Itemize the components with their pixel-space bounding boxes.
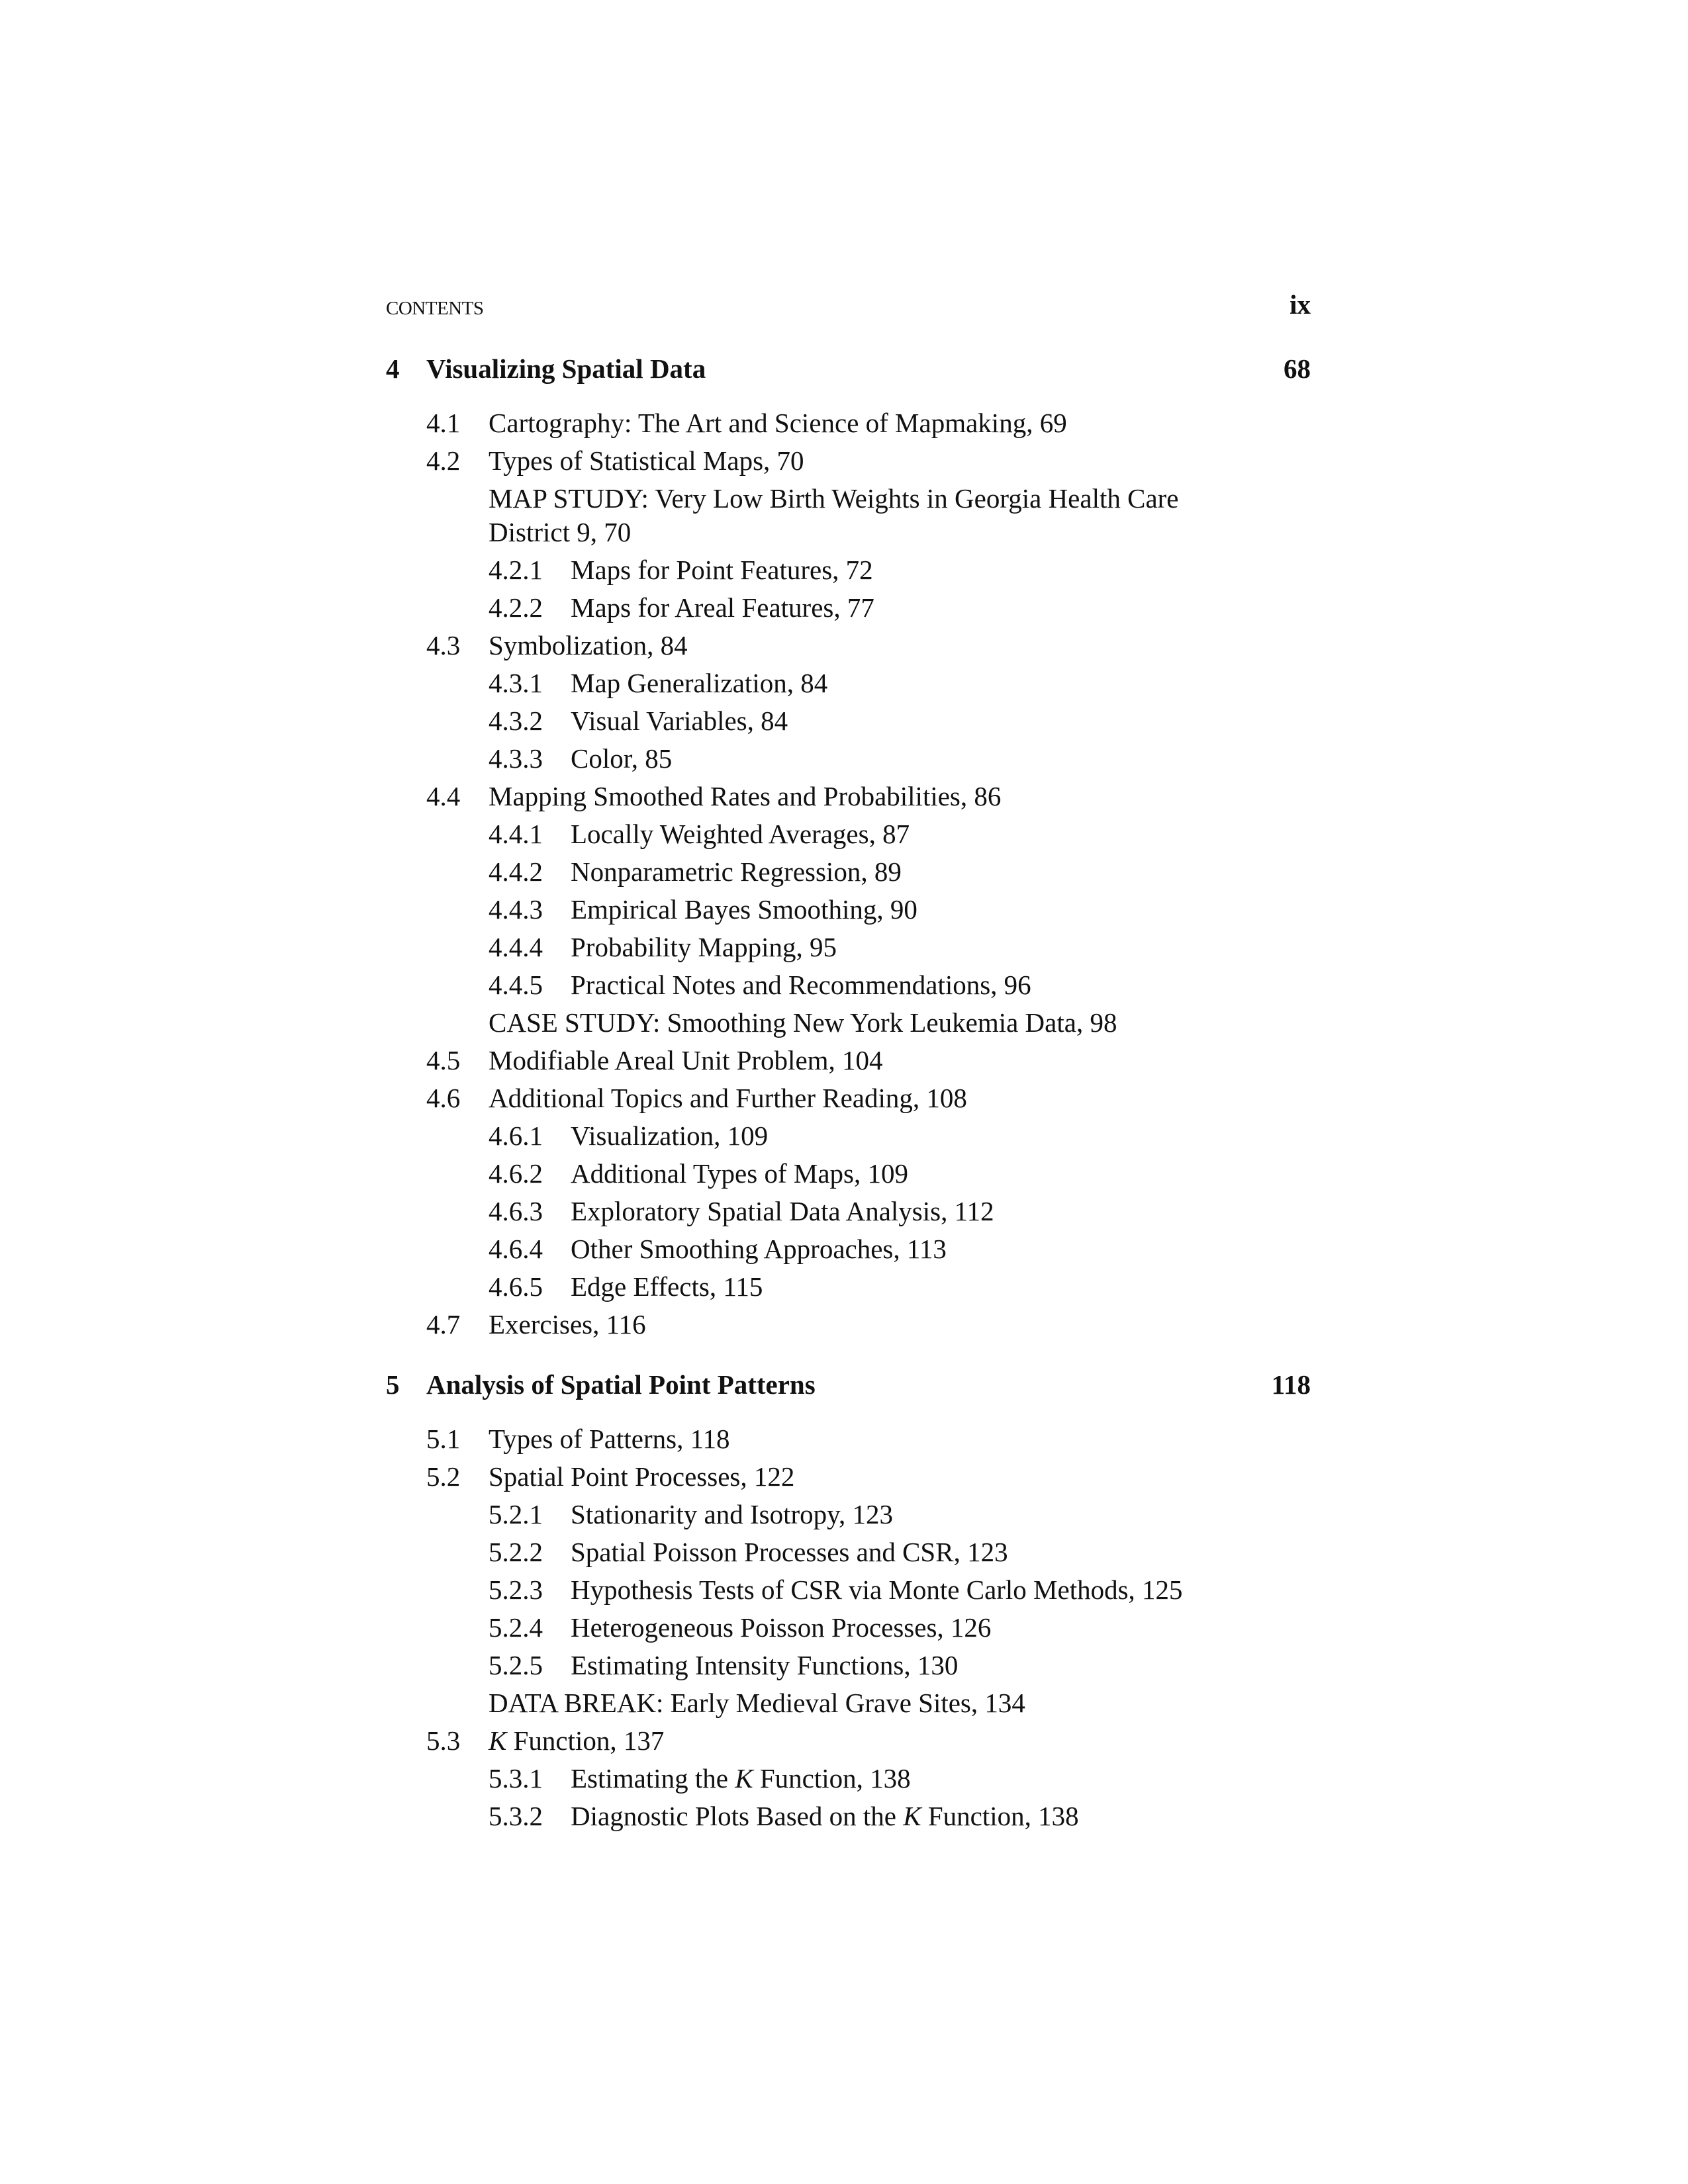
entry-number: 4.4.2: [489, 856, 543, 887]
running-head: CONTENTS: [386, 298, 484, 319]
entry-title-start: Estimating the: [571, 1763, 735, 1794]
entry-title: Visual Variables, 84: [571, 705, 788, 736]
entry-number: 5.2.2: [489, 1537, 543, 1567]
entry-title: Exploratory Spatial Data Analysis, 112: [571, 1196, 994, 1226]
entry-title: Additional Topics and Further Reading, 108: [489, 1083, 967, 1113]
entry-title: Stationarity and Isotropy, 123: [571, 1499, 893, 1529]
chapter-heading: [386, 353, 1311, 392]
chapter-page: 68: [1284, 353, 1311, 384]
entry-title: Probability Mapping, 95: [571, 932, 837, 962]
entry-title: Estimating Intensity Functions, 130: [571, 1650, 959, 1680]
entry-number: 4.7: [426, 1309, 461, 1340]
entry-number: 4.6: [426, 1083, 461, 1113]
entry-number: 5.3.1: [489, 1763, 543, 1794]
entry-number: 4.6.1: [489, 1120, 543, 1151]
entry-number: 5.3: [426, 1725, 461, 1756]
entry-number: 4.4.1: [489, 819, 543, 849]
entry-title: [571, 1797, 1079, 1835]
entry-number: 5.3.2: [489, 1801, 543, 1831]
entry-number: 4.6.4: [489, 1234, 543, 1264]
entry-title: Locally Weighted Averages, 87: [571, 819, 910, 849]
entry-title: Nonparametric Regression, 89: [571, 856, 902, 887]
entry-title: Color, 85: [571, 743, 673, 774]
entry-number: 4.2: [426, 445, 461, 476]
entry-number: 4.4.5: [489, 970, 543, 1000]
entry-title: Modifiable Areal Unit Problem, 104: [489, 1045, 883, 1075]
entry-title: Spatial Point Processes, 122: [489, 1461, 795, 1492]
entry-number: 5.2.3: [489, 1574, 543, 1605]
entry-title: [571, 1760, 911, 1797]
page-header: [386, 289, 1311, 328]
entry-number: 4.3: [426, 630, 461, 660]
k-symbol: K: [735, 1763, 753, 1794]
entry-title-rest: Function, 138: [753, 1763, 911, 1794]
entry-number: 5.2.5: [489, 1650, 543, 1680]
page-number: ix: [1289, 289, 1311, 320]
entry-title: District 9, 70: [489, 517, 632, 547]
entry-number: 4.1: [426, 408, 461, 438]
entry-title: Cartography: The Art and Science of Mapmaking, 69: [489, 408, 1067, 438]
entry-title: Heterogeneous Poisson Processes, 126: [571, 1612, 992, 1643]
entry-title: Maps for Point Features, 72: [571, 555, 873, 585]
chapter-page: 118: [1271, 1369, 1311, 1400]
chapter-title: Analysis of Spatial Point Patterns: [426, 1369, 816, 1400]
entry-title: Hypothesis Tests of CSR via Monte Carlo Methods, 125: [571, 1574, 1183, 1605]
k-symbol: K: [489, 1725, 507, 1756]
entry-number: 4.5: [426, 1045, 461, 1075]
entry-title: Exercises, 116: [489, 1309, 646, 1340]
entry-title-start: Diagnostic Plots Based on the: [571, 1801, 904, 1831]
entry-number: 4.3.1: [489, 668, 543, 698]
entry-title: Spatial Poisson Processes and CSR, 123: [571, 1537, 1008, 1567]
entry-title: CASE STUDY: Smoothing New York Leukemia Data, 98: [489, 1007, 1117, 1038]
chapter-number: 5: [386, 1369, 400, 1400]
entry-number: 4.2.1: [489, 555, 543, 585]
entry-title: Other Smoothing Approaches, 113: [571, 1234, 947, 1264]
entry-title: Map Generalization, 84: [571, 668, 828, 698]
entry-number: 4.4.3: [489, 894, 543, 925]
entry-title-rest: Function, 137: [506, 1725, 665, 1756]
entry-number: 4.6.3: [489, 1196, 543, 1226]
entry-title: [489, 1722, 664, 1759]
entry-title: Symbolization, 84: [489, 630, 688, 660]
entry-number: 5.1: [426, 1424, 461, 1454]
entry-title: Edge Effects, 115: [571, 1271, 763, 1302]
entry-title: Visualization, 109: [571, 1120, 769, 1151]
entry-number: 5.2.1: [489, 1499, 543, 1529]
chapter-heading: [386, 1369, 1311, 1408]
entry-title: Types of Statistical Maps, 70: [489, 445, 804, 476]
entry-title: Practical Notes and Recommendations, 96: [571, 970, 1031, 1000]
entry-number: 4.4.4: [489, 932, 543, 962]
entry-title: Additional Types of Maps, 109: [571, 1158, 908, 1189]
entry-title: Maps for Areal Features, 77: [571, 592, 874, 623]
entry-title: Empirical Bayes Smoothing, 90: [571, 894, 917, 925]
entry-title: Mapping Smoothed Rates and Probabilities, 86: [489, 781, 1002, 811]
entry-number: 4.6.5: [489, 1271, 543, 1302]
entry-number: 4.2.2: [489, 592, 543, 623]
chapter-number: 4: [386, 353, 400, 384]
entry-title: Types of Patterns, 118: [489, 1424, 730, 1454]
entry-number: 4.4: [426, 781, 461, 811]
chapter-title: Visualizing Spatial Data: [426, 353, 706, 384]
entry-title: DATA BREAK: Early Medieval Grave Sites, 134: [489, 1688, 1025, 1718]
entry-number: 4.6.2: [489, 1158, 543, 1189]
entry-number: 5.2.4: [489, 1612, 543, 1643]
k-symbol: K: [903, 1801, 921, 1831]
entry-number: 5.2: [426, 1461, 461, 1492]
entry-number: 4.3.2: [489, 705, 543, 736]
entry-number: 4.3.3: [489, 743, 543, 774]
entry-title-rest: Function, 138: [921, 1801, 1079, 1831]
entry-title: MAP STUDY: Very Low Birth Weights in Georgia Health Care: [489, 483, 1179, 514]
